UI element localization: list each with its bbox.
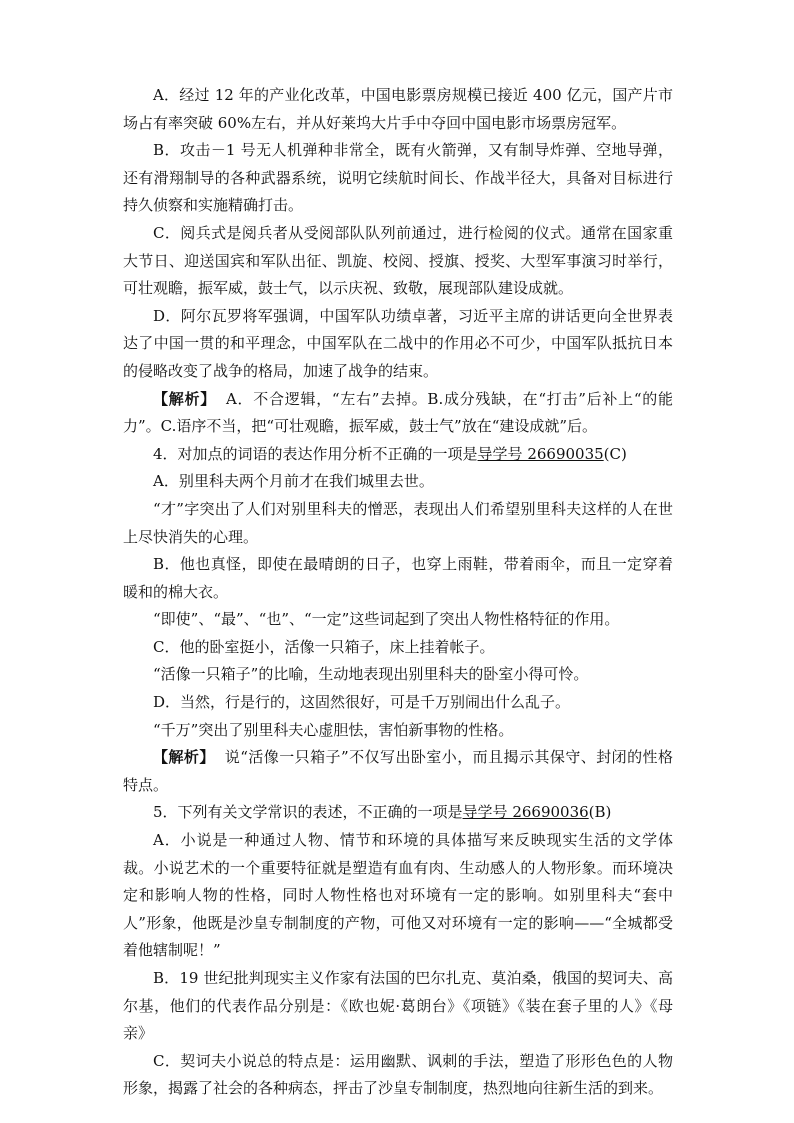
q5-option-a: A．小说是一种通过人物、情节和环境的具体描写来反映现实生活的文学体裁。小说艺术的一个重要特征就是塑造有血有肉、生动感人的人物形象。而环境决定和影响人物的性格，同时人物性格也对环境有一定的影响。如别里科夫“套中人”形象，他既是沙皇专制制度的产物，可他又对环境有一定的影响——“全城都受着他辖制呢！”	[123, 831, 673, 960]
q4-analysis	[123, 744, 673, 799]
q5-option-c: C．契诃夫小说总的特点是：运用幽默、讽刺的手法，塑造了形形色色的人物形象，揭露了社会的各种病态，抨击了沙皇专制制度，热烈地向往新生活的到来。	[123, 1051, 673, 1098]
answer-key: (B)	[588, 803, 612, 822]
analysis-text: A．不合逻辑，“左右”去掉。B.成分残缺，在“打击”后补上“的能力”。C.语序不当，把“可壮观瞻，振军威，鼓士气”放在“建设成就”后。	[123, 389, 673, 436]
guide-number-link[interactable]: 导学号 26690036	[462, 803, 589, 822]
q3-option-d: D．阿尔瓦罗将军强调，中国军队功绩卓著，习近平主席的讲话更向全世界表达了中国一贯的和平理念，中国军队在二战中的作用必不可少，中国军队抵抗日本的侵略改变了战争的格局，加速了战争的结束。	[123, 306, 673, 380]
q4-option-d-note: “千万”突出了别里科夫心虚胆怯，害怕新事物的性格。	[153, 720, 514, 739]
analysis-label: 【解析】	[153, 748, 215, 767]
question-text: 4．对加点的词语的表达作用分析不正确的一项是	[153, 444, 478, 463]
q5-stem	[123, 799, 673, 827]
q4-option-a: A．别里科夫两个月前才在我们城里去世。	[153, 472, 434, 491]
question-text: 5．下列有关文学常识的表述，不正确的一项是	[153, 803, 463, 822]
q4-option-a-note: “才”字突出了人们对别里科夫的憎恶，表现出人们希望别里科夫这样的人在世上尽快消失的心理。	[123, 499, 673, 546]
q4-option-c: C．他的卧室挺小，活像一只箱子，床上挂着帐子。	[153, 637, 495, 656]
q4-option-b: B．他也真怪，即使在最晴朗的日子，也穿上雨鞋，带着雨伞，而且一定穿着暖和的棉大衣。	[123, 555, 673, 601]
analysis-text: 说“活像一只箱子”不仅写出卧室小，而且揭示其保守、封闭的性格特点。	[123, 748, 673, 794]
q5-option-b: B．19 世纪批判现实主义作家有法国的巴尔扎克、莫泊桑，俄国的契诃夫、高尔基，他们的代表作品分别是：《欧也妮·葛朗台》《项链》《装在套子里的人》《母亲》	[123, 969, 673, 1043]
q4-option-d: D．当然，行是行的，这固然很好，可是千万别闹出什么乱子。	[153, 693, 571, 712]
guide-number-link[interactable]: 导学号 26690035	[477, 444, 604, 463]
answer-key: (C)	[603, 444, 627, 463]
q4-stem	[123, 441, 673, 469]
q3-option-c: C．阅兵式是阅兵者从受阅部队队列前通过，进行检阅的仪式。通常在国家重大节日、迎送国宾和军队出征、凯旋、校阅、授旗、授奖、大型军事演习时举行，可壮观瞻，振军威，鼓士气，以示庆祝、致敬，展现部队建设成就。	[123, 223, 673, 298]
analysis-label: 【解析】	[153, 389, 216, 408]
q4-option-b-note: “即使”、“最”、“也”、“一定”这些词起到了突出人物性格特征的作用。	[153, 610, 620, 629]
q3-option-a: A．经过 12 年的产业化改革，中国电影票房规模已接近 400 亿元，国产片市场占有率突破 60%左右，并从好莱坞大片手中夺回中国电影市场票房冠军。	[123, 86, 673, 132]
q3-option-b: B．攻击－1 号无人机弹种非常全，既有火箭弹，又有制导炸弹、空地导弹，还有滑翔制导的各种武器系统，说明它续航时间长、作战半径大，具备对目标进行持久侦察和实施精确打击。	[123, 141, 673, 215]
q4-option-c-note: “活像一只箱子”的比喻，生动地表现出别里科夫的卧室小得可怜。	[153, 665, 589, 684]
q3-analysis	[123, 386, 673, 441]
document-content	[123, 82, 673, 1103]
